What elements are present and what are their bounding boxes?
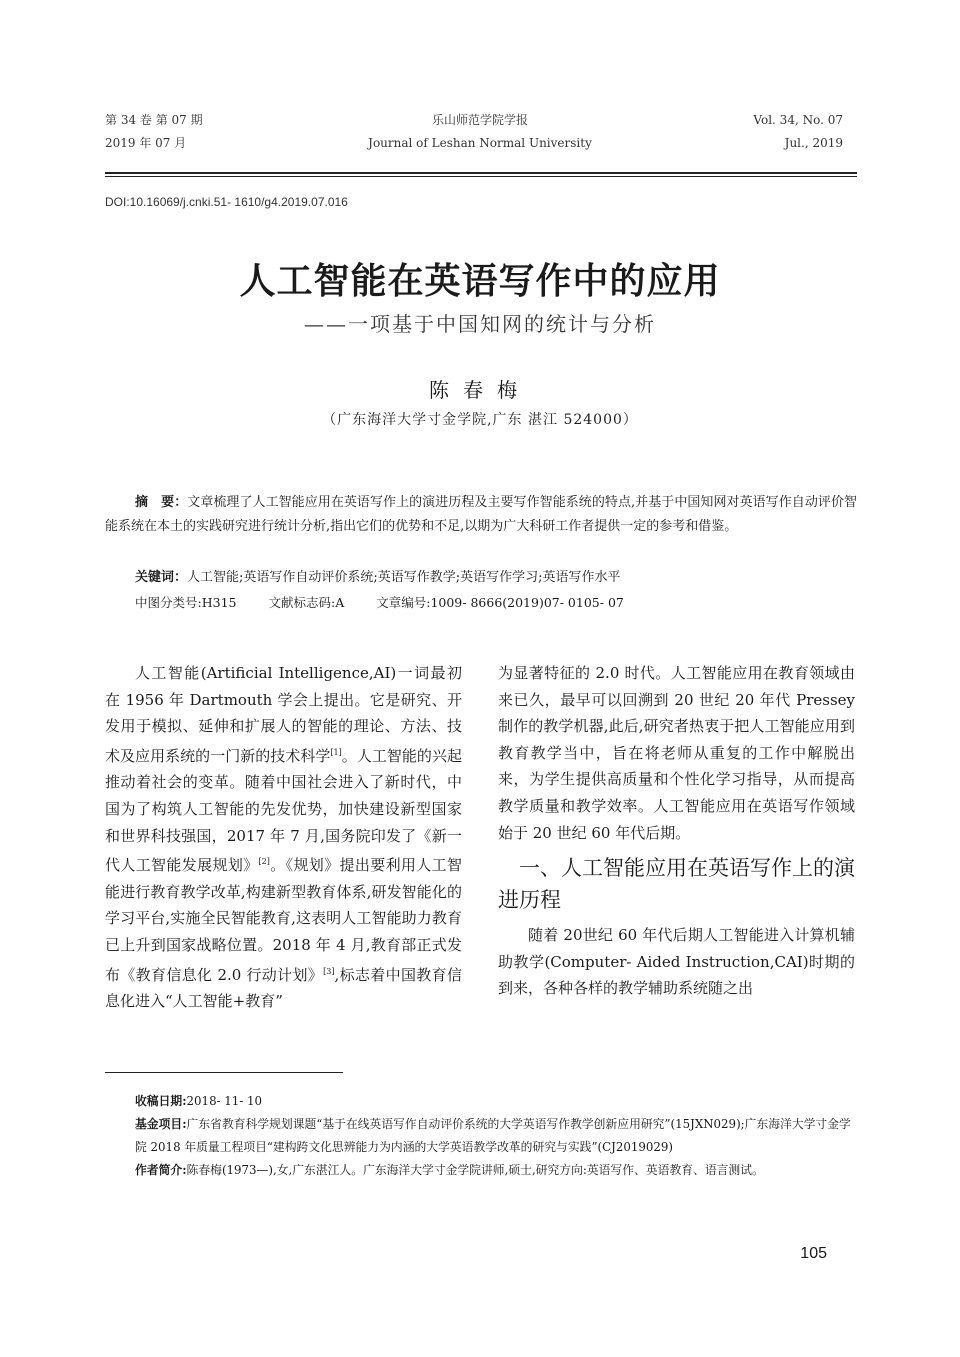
header-date-en: Jul., 2019 bbox=[784, 136, 843, 150]
footnotes bbox=[135, 1090, 857, 1182]
footnote-label: 基金项目: bbox=[135, 1117, 187, 1131]
clc-number: 中图分类号:H315 bbox=[135, 595, 237, 610]
body-paragraph bbox=[105, 660, 462, 1015]
header-vol-en: Vol. 34, No. 07 bbox=[753, 113, 843, 127]
keywords-text: 人工智能;英语写作自动评价系统;英语写作教学;英语写作学习;英语写作水平 bbox=[187, 570, 621, 585]
footnote-author bbox=[135, 1159, 857, 1182]
doi: DOI:10.16069/j.cnki.51- 1610/g4.2019.07.016 bbox=[105, 195, 348, 209]
doc-code: 文献标志码:A bbox=[268, 595, 345, 610]
header-date: 2019 年 07 月 bbox=[105, 136, 187, 150]
footnote-fund bbox=[135, 1113, 857, 1159]
body-right-column bbox=[498, 660, 855, 1002]
footnote-label: 作者简介: bbox=[135, 1163, 187, 1177]
author-name: 陈春梅 bbox=[429, 378, 531, 402]
footnote-text: 广东省教育科学规划课题“基于在线英语写作自动评价系统的大学英语写作教学创新应用研究”(15JXN029);广东海洋大学寸金学院 2018 年质量工程项目“建构跨文化思辨能力为内涵的大学英语教学改革的研究与实践”(CJ2019029) bbox=[135, 1117, 851, 1154]
body-paragraph: 随着 20世纪 60 年代后期人工智能进入计算机辅助教学(Computer- Aided Instruction,CAI)时期的到来，各种各样的教学辅助系统随之出 bbox=[498, 926, 855, 998]
footnote-text: 陈春梅(1973—),女,广东湛江人。广东海洋大学寸金学院讲师,硕士,研究方向:英语写作、英语教育、语言测试。 bbox=[186, 1163, 764, 1177]
keywords-label: 关键词： bbox=[135, 570, 188, 585]
article-title: 人工智能在英语写作中的应用 bbox=[239, 260, 721, 302]
footnote-text: 2018- 11- 10 bbox=[186, 1094, 263, 1108]
header-rule-thick bbox=[105, 172, 857, 174]
footnote-label: 收稿日期: bbox=[135, 1094, 187, 1108]
abstract-label: 摘 要： bbox=[135, 495, 188, 510]
article-number: 文章编号:1009- 8666(2019)07- 0105- 07 bbox=[376, 595, 624, 610]
body-paragraph: 为显著特征的 2.0 时代。人工智能应用在教育领域由来已久，最早可以回溯到 20 世纪 20 年代 Pressey 制作的教学机器,此后,研究者热衷于把人工智能应用到教育教学当中，旨在将老师从重复的工作中解脱出来，为学生提供高质量和个性化学习指导，从而提高教学质量和教学效率。人工智能应用在英语写作领域始于 20 世纪 60 年代后期。 bbox=[498, 664, 855, 842]
body-left-column bbox=[105, 660, 462, 1015]
header-rule-thin bbox=[105, 176, 857, 177]
classification bbox=[135, 591, 855, 615]
page-number: 105 bbox=[800, 1245, 827, 1262]
header-journal-en: Journal of Leshan Normal University bbox=[368, 136, 592, 150]
body-text: 。《规划》提出要利用人工智能进行教育教学改革,构建新型教育体系,研发智能化的学习平台,实施全民智能教育,这表明人工智能助力教育已上升到国家战略位置。2018 年 4 月,教育部正式发布《教育信息化 2.0 行动计划》 bbox=[105, 856, 462, 984]
section-heading: 一、人工智能应用在英语写作上的演进历程 bbox=[498, 856, 855, 913]
affiliation: （广东海洋大学寸金学院,广东 湛江 524000） bbox=[322, 412, 638, 428]
footnote-rule bbox=[105, 1072, 343, 1073]
header-journal-cn: 乐山师范学院学报 bbox=[431, 113, 528, 127]
body-text: 。人工智能的兴起推动着社会的变革。随着中国社会进入了新时代，中国为了构筑人工智能的先发优势，加快建设新型国家和世界科技强国，2017 年 7 月,国务院印发了《新一代人工智能发展规划》 bbox=[105, 746, 462, 875]
footnote-received bbox=[135, 1090, 857, 1113]
abstract-text: 文章梳理了人工智能应用在英语写作上的演进历程及主要写作智能系统的特点,并基于中国知网对英语写作自动评价智能系统在本土的实践研究进行统计分析,指出它们的优势和不足,以期为广大科研工作者提供一定的参考和借鉴。 bbox=[105, 495, 857, 534]
header-volume: 第 34 卷 第 07 期 bbox=[105, 113, 203, 127]
citation-ref[interactable]: [3] bbox=[323, 966, 335, 976]
keywords bbox=[135, 566, 855, 590]
citation-ref[interactable]: [1] bbox=[330, 747, 342, 757]
citation-ref[interactable]: [2] bbox=[258, 857, 270, 867]
body-text: ,标志着中国教育信息化进入“人工智能+教育” bbox=[105, 965, 462, 1011]
article-subtitle: ——一项基于中国知网的统计与分析 bbox=[304, 312, 656, 336]
body-text: 人工智能(Artificial Intelligence,AI)一词最初在 1956 年 Dartmouth 学会上提出。它是研究、开发用于模拟、延伸和扩展人的智能的理论、方法、技术及应用系统的一门新的技术科学 bbox=[105, 664, 462, 765]
abstract bbox=[105, 491, 857, 539]
